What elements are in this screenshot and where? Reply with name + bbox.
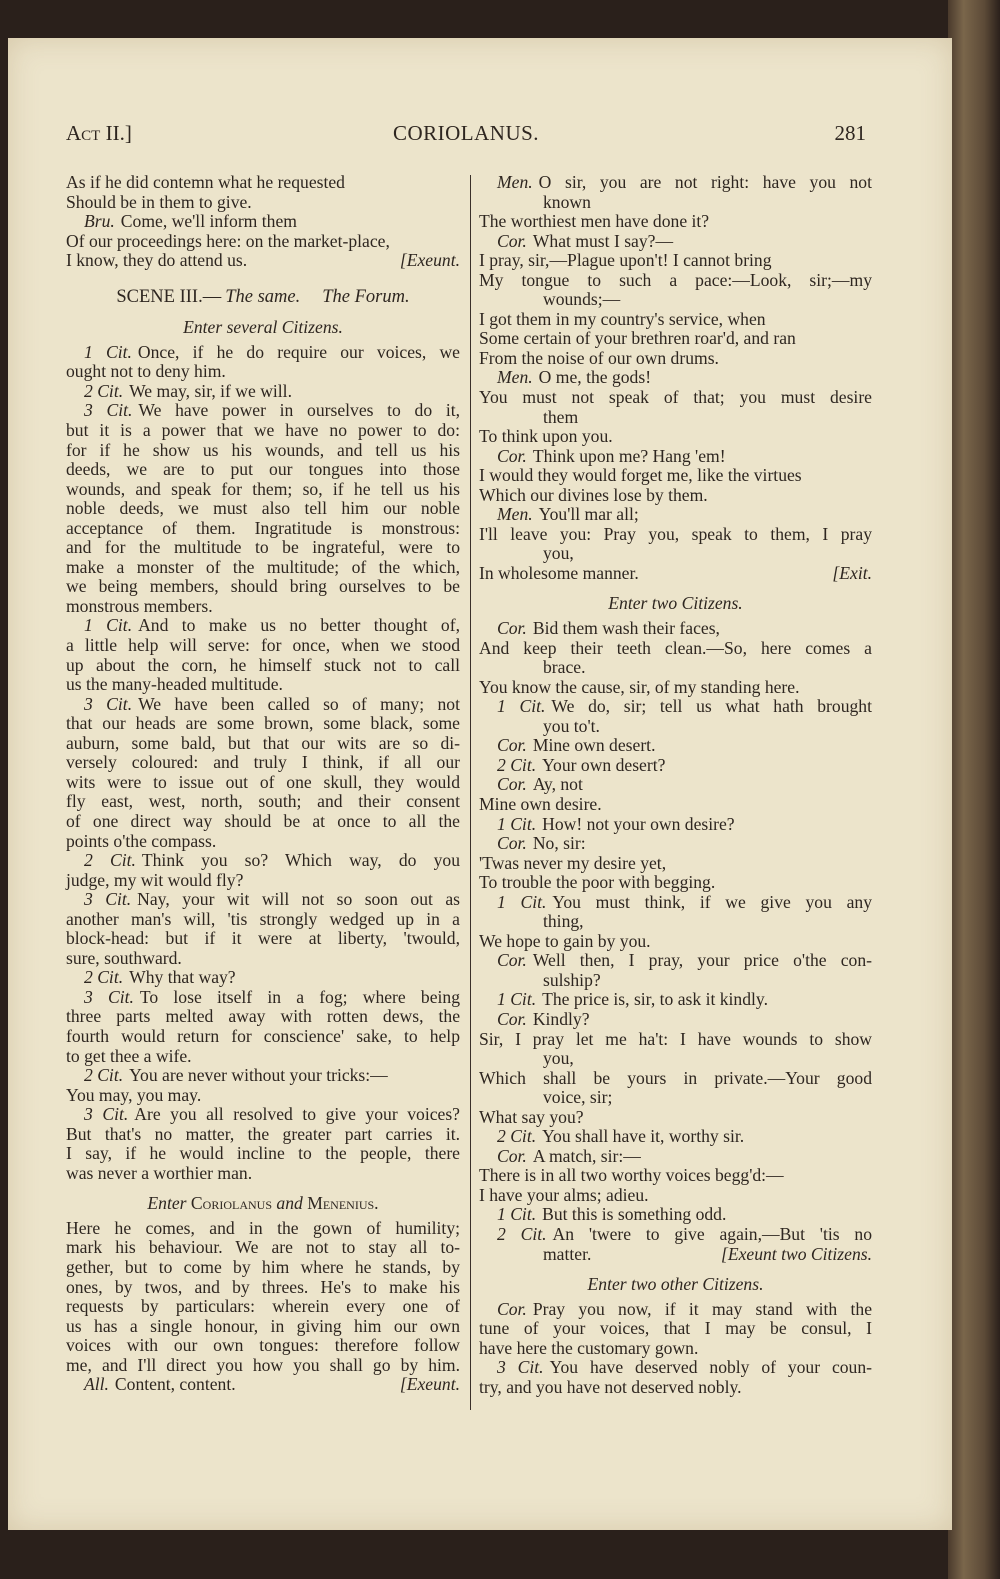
speaker-name: Men. xyxy=(497,367,533,388)
line-text: To lose itself in a fog; where being xyxy=(139,987,460,1007)
line-text: gether, but to come by him where he stands, by xyxy=(66,1257,460,1277)
line-text: block-head: but if it were at liberty, 'twould, xyxy=(66,929,460,949)
line-text: another man's will, 'tis strongly wedged up in a xyxy=(66,909,460,929)
text-line xyxy=(479,1186,872,1206)
text-line xyxy=(479,349,872,369)
line-text: The worthiest men have done it? xyxy=(479,211,710,232)
text-line xyxy=(66,1027,460,1047)
text-line xyxy=(66,910,460,930)
line-text: that our heads are some brown, some black, some xyxy=(66,714,460,734)
speech-line xyxy=(479,736,872,756)
text-line xyxy=(66,1297,460,1317)
speech-line xyxy=(479,1205,872,1225)
text-line xyxy=(66,577,460,597)
text-line xyxy=(66,1007,460,1027)
line-text: monstrous members. xyxy=(66,595,213,616)
speech-line xyxy=(479,505,872,525)
line-text: Nay, your wit will not so soon out as xyxy=(137,890,460,910)
text-line xyxy=(66,251,460,271)
line-text: Are you all resolved to give your voices? xyxy=(134,1105,460,1125)
speech-line xyxy=(479,368,872,388)
text-line xyxy=(66,1219,460,1239)
text-line xyxy=(66,753,460,773)
line-text: And keep their teeth clean.—So, here comes a xyxy=(479,638,872,658)
line-text: Ay, not xyxy=(532,774,583,795)
line-text: O sir, you are not right: have you not xyxy=(538,173,872,192)
speaker-name: 3 Cit. xyxy=(84,987,134,1007)
line-text: tune of your voices, that I may be consul, I xyxy=(479,1319,872,1339)
text-line xyxy=(479,290,872,310)
text-line xyxy=(479,873,872,893)
line-text: How! not your own desire? xyxy=(542,813,735,834)
text-line xyxy=(66,675,460,695)
text-line xyxy=(66,1258,460,1278)
line-text: I pray, sir,—Plague upon't! I cannot bring xyxy=(479,250,772,271)
speech-line xyxy=(66,212,460,232)
speaker-name: Cor. xyxy=(497,618,527,639)
line-text: The price is, sir, to ask it kindly. xyxy=(542,989,768,1010)
line-text: From the noise of our own drums. xyxy=(479,347,719,368)
text-line xyxy=(479,1030,872,1050)
line-text: I got them in my country's service, when xyxy=(479,308,766,329)
text-line xyxy=(66,1238,460,1258)
line-text: We do, sir; tell us what hath brought xyxy=(551,697,872,717)
text-line xyxy=(479,544,872,564)
text-line xyxy=(66,421,460,441)
line-text: You may, you may. xyxy=(66,1084,202,1105)
line-text: Here he comes, and in the gown of humility; xyxy=(66,1218,460,1238)
line-text: have here the customary gown. xyxy=(479,1337,699,1358)
speech-line xyxy=(479,619,872,639)
line-text: Why that way? xyxy=(129,967,236,988)
scene-location: The Forum. xyxy=(322,286,410,307)
text-line xyxy=(66,1125,460,1145)
speaker-name: 3 Cit. xyxy=(84,694,133,714)
speech-line xyxy=(479,447,872,467)
line-text: auburn, some bald, but that our wits are so di- xyxy=(66,733,460,753)
text-line xyxy=(479,212,872,232)
text-line xyxy=(66,499,460,519)
line-text: An 'twere to give again,—But 'tis no xyxy=(552,1224,872,1244)
line-text: Of our proceedings here: on the market-place, xyxy=(66,230,390,251)
text-line xyxy=(479,486,872,506)
text-line xyxy=(66,1086,460,1106)
speech-line xyxy=(479,1127,872,1147)
line-text: You have deserved nobly of your coun- xyxy=(549,1358,872,1378)
text-line xyxy=(66,1144,460,1164)
speaker-name: Cor. xyxy=(497,1145,527,1166)
character-name: Coriolanus xyxy=(190,1193,272,1214)
speaker-name: Men. xyxy=(497,173,533,192)
line-text: judge, my wit would fly? xyxy=(66,869,244,890)
speech-line xyxy=(66,968,460,988)
line-text: You must think, if we give you any xyxy=(552,892,872,912)
line-text: sure, southward. xyxy=(66,947,182,968)
line-text: As if he did contemn what he requested xyxy=(66,172,345,192)
line-text: fourth would return for conscience' sake, to help xyxy=(66,1026,460,1046)
text-line xyxy=(479,658,872,678)
stage-direction xyxy=(66,1194,460,1214)
speaker-name: Cor. xyxy=(497,1008,527,1029)
line-text: You shall have it, worthy sir. xyxy=(542,1126,745,1147)
text-line xyxy=(479,310,872,330)
speech-line xyxy=(479,834,872,854)
column-divider xyxy=(470,175,471,1410)
speaker-name: 2 Cit. xyxy=(497,1126,537,1147)
speaker-name: Bru. xyxy=(84,211,115,232)
text-line xyxy=(66,362,460,382)
line-text: we being members, should bring ourselves to be xyxy=(66,577,460,597)
text-line xyxy=(66,656,460,676)
speaker-name: 1 Cit. xyxy=(497,892,547,912)
text-line xyxy=(66,832,460,852)
scene-label: SCENE III.— xyxy=(116,286,222,307)
adjacent-page-edge xyxy=(948,0,1000,1579)
exit-direction: [Exeunt two Citizens. xyxy=(720,1243,872,1264)
speaker-name: Cor. xyxy=(497,774,527,795)
speech-line xyxy=(479,1147,872,1167)
speech-line xyxy=(479,951,872,971)
text-line xyxy=(66,480,460,500)
text-line xyxy=(66,597,460,617)
text-line xyxy=(479,1069,872,1089)
speech-line xyxy=(479,815,872,835)
line-text: O me, the gods! xyxy=(538,367,652,388)
speaker-name: Cor. xyxy=(497,951,527,971)
line-text: What must I say?— xyxy=(532,230,674,251)
text-line xyxy=(66,558,460,578)
line-text: you to't. xyxy=(543,715,600,736)
text-line xyxy=(66,1336,460,1356)
speaker-name: 3 Cit. xyxy=(84,401,133,421)
line-text: wounds;— xyxy=(543,289,621,310)
speaker-name: Cor. xyxy=(497,833,527,854)
speech-line xyxy=(479,173,872,193)
line-text: us the many-headed multitude. xyxy=(66,674,283,695)
speaker-name: 3 Cit. xyxy=(84,890,132,910)
line-text: mark his behaviour. We are not to stay all to- xyxy=(66,1238,460,1258)
exit-direction: [Exit. xyxy=(832,562,872,583)
line-text: You'll mar all; xyxy=(538,504,639,525)
text-line xyxy=(479,1339,872,1359)
text-line xyxy=(479,971,872,991)
line-text: a little help will serve: for once, when we stood xyxy=(66,636,460,656)
line-text: 'Twas never my desire yet, xyxy=(479,852,667,873)
line-text: noble deeds, we must also tell him our noble xyxy=(66,499,460,519)
speaker-name: 1 Cit. xyxy=(497,1204,537,1225)
text-line xyxy=(479,1049,872,1069)
text-line xyxy=(66,734,460,754)
line-text: Your own desert? xyxy=(542,754,666,775)
stage-word: Enter xyxy=(147,1193,187,1214)
character-name: Menenius. xyxy=(307,1193,379,1214)
stage-direction: Enter two Citizens. xyxy=(608,593,743,614)
line-text: voice, sir; xyxy=(543,1087,613,1108)
line-text: you, xyxy=(543,543,574,564)
line-text: A match, sir:— xyxy=(532,1145,641,1166)
speech-line xyxy=(66,695,460,715)
speaker-name: 2 Cit. xyxy=(84,851,136,871)
speech-line xyxy=(66,343,460,363)
play-title: CORIOLANUS. xyxy=(392,121,540,145)
speech-line xyxy=(66,401,460,421)
line-text: known xyxy=(543,191,591,212)
stage-direction: Enter two other Citizens. xyxy=(587,1274,764,1295)
page-number: 281 xyxy=(834,121,866,145)
line-text: Pray you now, if it may stand with the xyxy=(532,1299,872,1319)
stage-word: and xyxy=(276,1193,303,1214)
text-line xyxy=(479,525,872,545)
line-text: brace. xyxy=(543,657,586,678)
text-line xyxy=(479,1088,872,1108)
text-line xyxy=(479,795,872,815)
line-text: There is in all two worthy voices begg'd:— xyxy=(479,1165,784,1186)
text-line xyxy=(479,388,872,408)
line-text: Some certain of your brethren roar'd, and ran xyxy=(479,328,796,349)
speaker-name: 2 Cit. xyxy=(84,967,124,988)
line-text: make a monster of the multitude; of the which, xyxy=(66,557,460,577)
speech-line xyxy=(66,988,460,1008)
line-text: for if he show us his wounds, and tell us his xyxy=(66,440,460,460)
speaker-name: Cor. xyxy=(497,445,527,466)
speaker-name: 2 Cit. xyxy=(497,754,537,775)
speaker-name: 3 Cit. xyxy=(497,1358,544,1378)
line-text: Kindly? xyxy=(532,1008,590,1029)
line-text: I say, if he would incline to the people, there xyxy=(66,1144,460,1164)
speech-line xyxy=(479,1358,872,1378)
line-text: sulship? xyxy=(543,969,601,990)
text-line xyxy=(479,1245,872,1265)
text-line xyxy=(66,232,460,252)
line-text: My tongue to such a pace:—Look, sir;—my xyxy=(479,270,872,290)
speech-line xyxy=(479,990,872,1010)
text-line xyxy=(479,251,872,271)
speaker-name: 2 Cit. xyxy=(84,380,124,401)
line-text: voices with our own tongues: therefore follow xyxy=(66,1336,460,1356)
line-text: Content, content. xyxy=(114,1374,236,1395)
text-line xyxy=(479,1108,872,1128)
text-line xyxy=(66,1356,460,1376)
line-text: Should be in them to give. xyxy=(66,191,252,212)
line-text: Bid them wash their faces, xyxy=(532,618,720,639)
text-line xyxy=(479,427,872,447)
line-text: I'll leave you: Pray you, speak to them, I pray xyxy=(479,524,872,544)
text-line xyxy=(66,173,460,193)
line-text: In wholesome manner. xyxy=(479,562,639,583)
line-text: Sir, I pray let me ha't: I have wounds to show xyxy=(479,1029,872,1049)
text-line xyxy=(479,717,872,737)
act-label: Act II.] xyxy=(66,121,132,145)
line-text: We may, sir, if we will. xyxy=(129,380,292,401)
text-line xyxy=(479,466,872,486)
line-text: deeds, we are to put our tongues into those xyxy=(66,460,460,480)
text-line xyxy=(66,1317,460,1337)
speaker-name: Cor. xyxy=(497,735,527,756)
line-text: three parts melted away with rotten dews, the xyxy=(66,1007,460,1027)
speaker-name: All. xyxy=(84,1374,109,1395)
speech-line xyxy=(479,1010,872,1030)
line-text: up about the corn, he himself stuck not to call xyxy=(66,655,460,675)
speech-line xyxy=(66,1105,460,1125)
speaker-name: 1 Cit. xyxy=(84,616,133,636)
speaker-name: Cor. xyxy=(497,230,527,251)
line-text: wounds, and speak for them; so, if he tell us his xyxy=(66,479,460,499)
line-text: Come, we'll inform them xyxy=(120,211,297,232)
line-text: I would they would forget me, like the virtues xyxy=(479,465,802,486)
speech-line xyxy=(66,890,460,910)
text-line xyxy=(66,1278,460,1298)
line-text: us has a single honour, in giving him our own xyxy=(66,1316,460,1336)
line-text: versely coloured: and truly I think, if all our xyxy=(66,753,460,773)
speech-line xyxy=(66,616,460,636)
text-line xyxy=(479,932,872,952)
speech-line xyxy=(66,1375,460,1395)
text-line xyxy=(66,949,460,969)
speech-line xyxy=(479,232,872,252)
text-line xyxy=(66,460,460,480)
line-text: Well then, I pray, your price o'the con- xyxy=(532,951,872,971)
line-text: I have your alms; adieu. xyxy=(479,1184,649,1205)
line-text: And to make us no better thought of, xyxy=(138,616,460,636)
line-text: But that's no matter, the greater part carries it. xyxy=(66,1124,460,1144)
line-text: We have power in ourselves to do it, xyxy=(138,401,460,421)
book-page xyxy=(8,38,952,1530)
line-text: What say you? xyxy=(479,1106,584,1127)
exit-direction: [Exeunt. xyxy=(399,1374,460,1395)
text-line xyxy=(66,1047,460,1067)
line-text: Which our divines lose by them. xyxy=(479,484,708,505)
right-column xyxy=(479,173,872,1397)
line-text: ones, by twos, and by threes. He's to make his xyxy=(66,1277,460,1297)
speech-line xyxy=(479,697,872,717)
speaker-name: 1 Cit. xyxy=(497,989,537,1010)
line-text: No, sir: xyxy=(532,833,586,854)
line-text: Think you so? Which way, do you xyxy=(141,851,460,871)
line-text: you, xyxy=(543,1048,574,1069)
line-text: To trouble the poor with begging. xyxy=(479,872,716,893)
text-line xyxy=(66,538,460,558)
speaker-name: 2 Cit. xyxy=(497,1224,547,1244)
speaker-name: 2 Cit. xyxy=(84,1065,124,1086)
speech-line xyxy=(479,893,872,913)
speaker-name: 3 Cit. xyxy=(84,1105,129,1125)
line-text: fly east, west, north, south; and their consent xyxy=(66,792,460,812)
line-text: was never a worthier man. xyxy=(66,1162,253,1183)
line-text: and for the multitude to be ingrateful, were to xyxy=(66,538,460,558)
speaker-name: 1 Cit. xyxy=(497,813,537,834)
text-line xyxy=(66,714,460,734)
text-line xyxy=(479,912,872,932)
text-line xyxy=(479,193,872,213)
line-text: matter. xyxy=(543,1243,592,1264)
line-text: but it is a power that we have no power to do: xyxy=(66,421,460,441)
text-line xyxy=(66,773,460,793)
line-text: Think upon me? Hang 'em! xyxy=(532,445,726,466)
speech-line xyxy=(66,382,460,402)
line-text: points o'the compass. xyxy=(66,830,217,851)
speech-line xyxy=(479,775,872,795)
line-text: We hope to gain by you. xyxy=(479,930,651,951)
exit-direction: [Exeunt. xyxy=(399,250,460,271)
speech-line xyxy=(66,1066,460,1086)
line-text: me, and I'll direct you how you shall go by him. xyxy=(66,1355,460,1375)
line-text: You know the cause, sir, of my standing here. xyxy=(479,676,800,697)
text-line xyxy=(479,564,872,584)
speech-line xyxy=(479,1300,872,1320)
line-text: But this is something odd. xyxy=(542,1204,727,1225)
line-text: wits were to issue out of one skull, they would xyxy=(66,772,460,792)
line-text: Mine own desert. xyxy=(532,735,656,756)
text-line xyxy=(479,1166,872,1186)
line-text: acceptance of them. Ingratitude is monstrous: xyxy=(66,518,460,538)
line-text: We have been called so of many; not xyxy=(138,694,460,714)
text-line xyxy=(66,519,460,539)
line-text: You are never without your tricks:— xyxy=(129,1065,388,1086)
speaker-name: 1 Cit. xyxy=(497,697,546,717)
line-text: You must not speak of that; you must desire xyxy=(479,388,872,408)
text-line xyxy=(479,1378,872,1398)
line-text: to get thee a wife. xyxy=(66,1045,192,1066)
line-text: Mine own desire. xyxy=(479,793,602,814)
speech-line xyxy=(479,756,872,776)
text-line xyxy=(66,792,460,812)
speaker-name: Cor. xyxy=(497,1299,527,1319)
text-line xyxy=(66,812,460,832)
left-column xyxy=(66,173,460,1395)
speaker-name: Men. xyxy=(497,504,533,525)
text-line xyxy=(66,929,460,949)
line-text: thing, xyxy=(543,911,584,932)
text-line xyxy=(479,329,872,349)
text-line xyxy=(479,639,872,659)
text-line xyxy=(66,193,460,213)
speaker-name: 1 Cit. xyxy=(84,342,132,362)
line-text: I know, they do attend us. xyxy=(66,250,248,271)
scene-place: The same. xyxy=(225,286,301,307)
text-line xyxy=(479,678,872,698)
text-line xyxy=(479,271,872,291)
text-line xyxy=(66,871,460,891)
line-text: ought not to deny him. xyxy=(66,361,226,382)
line-text: requests by particulars: wherein every one of xyxy=(66,1297,460,1317)
stage-direction: Enter several Citizens. xyxy=(183,317,343,338)
line-text: try, and you have not deserved nobly. xyxy=(479,1376,742,1397)
speech-line xyxy=(479,1225,872,1245)
line-text: them xyxy=(543,406,579,427)
running-header xyxy=(66,121,866,151)
text-line xyxy=(479,854,872,874)
text-line xyxy=(66,441,460,461)
line-text: To think upon you. xyxy=(479,426,613,447)
scene-heading xyxy=(66,288,460,308)
text-line xyxy=(66,636,460,656)
text-line xyxy=(66,1164,460,1184)
line-text: Which shall be yours in private.—Your good xyxy=(479,1068,872,1088)
text-line xyxy=(479,408,872,428)
text-line xyxy=(479,1319,872,1339)
line-text: of one direct way should be at once to all the xyxy=(66,811,460,831)
line-text: Once, if he do require our voices, we xyxy=(137,342,460,362)
speech-line xyxy=(66,851,460,871)
